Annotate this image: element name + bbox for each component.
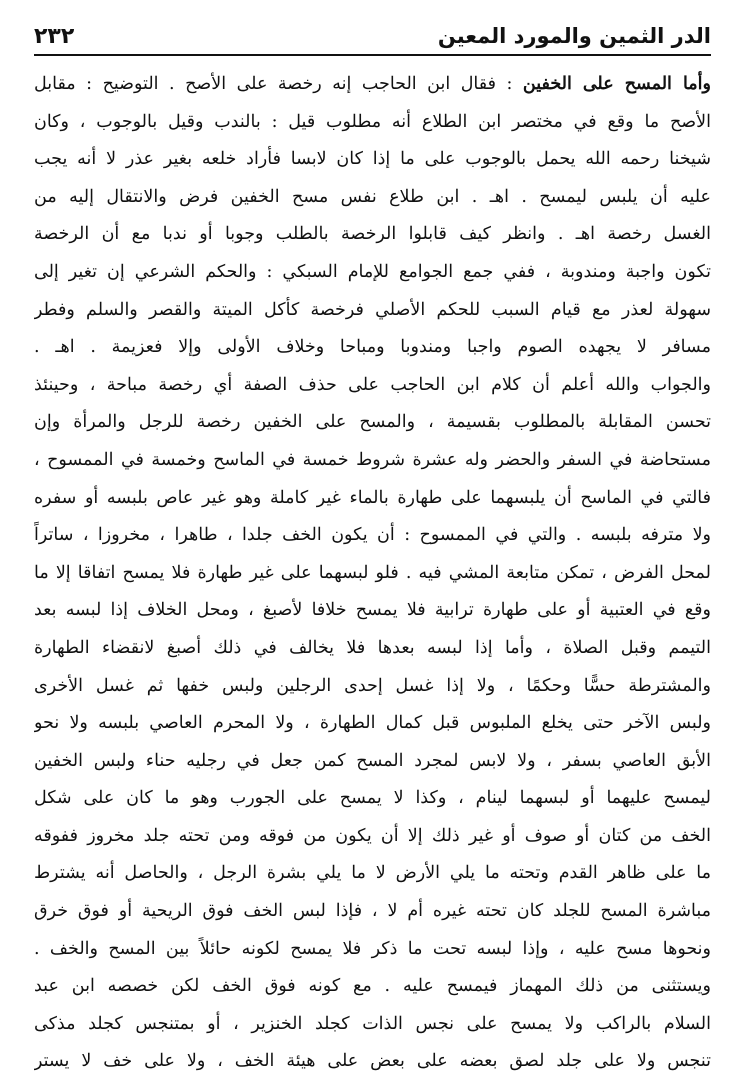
text-line <box>34 254 711 292</box>
text-line <box>34 668 711 706</box>
line-text: ما على ظاهر القدم وتحته ما يلي الأرض لا ما يلي بشرة الرجل ، والحاصل أنه يشترط <box>34 863 711 884</box>
line-text: ونحوها مسح عليه ، وإذا لبسه تحت ما ذكر فلا يمسح لكونه حائلاً بين المسح والخف . <box>34 938 711 959</box>
line-text: مستحاضة في السفر والحضر وله عشرة شروط خمسة في الماسح وخمسة في الممسوح ، <box>34 449 711 470</box>
line-text: تنجس ولا على جلد لصق بعضه على بعض على هيئة الخف ، ولا على خف لا يستر <box>34 1051 711 1072</box>
line-text: الأبق العاصي بسفر ، ولا لابس لمجرد المسح كمن جعل في رجليه حناء ولبس الخفين <box>34 750 711 771</box>
line-text: السلام بالراكب ولا يمسح على نجس الذات كجلد الخنزير ، أو بمتنجس كجلد مذكى <box>34 1013 711 1034</box>
line-text: : فقال ابن الحاجب إنه رخصة على الأصح . التوضيح : مقابل <box>34 74 513 94</box>
line-text: مباشرة المسح للجلد كان تحته غيره أم لا ، فإذا لبس الخف فوق الريحية أو فوق خرق <box>34 901 711 922</box>
running-title: الدر الثمين والمورد المعين <box>437 24 711 48</box>
text-line <box>34 442 711 480</box>
line-text: ويستثنى من ذلك المهماز فيمسح عليه . مع كونه فوق الخف لكن خصصه ابن عبد <box>34 976 711 997</box>
page-number: ٢٣٢ <box>34 23 75 49</box>
text-line <box>34 179 711 217</box>
page-header <box>34 18 711 56</box>
section-lead-heading: وأما المسح على الخفين <box>522 74 711 94</box>
text-line <box>34 517 711 555</box>
text-line <box>34 404 711 442</box>
text-line <box>34 855 711 893</box>
text-line <box>34 216 711 254</box>
line-text: فالتي في الماسح أن يلبسهما على طهارة بالماء غير كاملة وهو غير عاص بلبسه أو سفره <box>34 487 711 508</box>
text-line <box>34 141 711 179</box>
text-line <box>34 1043 711 1081</box>
text-line <box>34 705 711 743</box>
text-line <box>34 480 711 518</box>
line-text: الأصح ما وقع في مختصر ابن الطلاع أنه مطلوب قيل : بالندب وقيل بالوجوب ، وكان <box>34 111 711 132</box>
line-text: ليمسح عليهما أو لبسهما لينام ، وكذا لا يمسح على الجورب وهو ما كان على شكل <box>34 788 711 809</box>
text-line <box>34 931 711 969</box>
line-text: والجواب والله أعلم أن كلام ابن الحاجب على حذف الصفة أي رخصة مباحة ، وحينئذ <box>34 374 711 395</box>
line-text: تحسن المقابلة بالمطلوب بقسيمة ، والمسح على الخفين رخصة للرجل والمرأة وإن <box>34 412 711 433</box>
line-text: التيمم وقبل الصلاة ، وأما إذا لبسه بعدها فلا يخالف في ذلك أصبغ لانقضاء الطهارة <box>34 637 711 658</box>
text-line <box>34 630 711 668</box>
line-text: وقع في العتبية أو على طهارة ترابية فلا يمسح خلافا لأصبغ ، ومحل الخلاف إذا لبسه بعد <box>34 600 711 621</box>
text-line <box>34 1006 711 1044</box>
line-text: الخف من كتان أو صوف أو غير ذلك إلا أن يكون من فوقه ومن تحته جلد مخروز ففوقه <box>34 825 711 846</box>
text-line <box>34 592 711 630</box>
line-text: الغسل رخصة اهـ . وانظر كيف قابلوا الرخصة بالطلب وجوبا أو ندبا مع أن الرخصة <box>34 224 711 245</box>
line-text: سهولة لعذر مع قيام السبب للحكم الأصلي فرخصة كأكل الميتة والقصر والسلم وفطر <box>34 299 711 320</box>
line-text: تكون واجبة ومندوبة ، ففي جمع الجوامع للإمام السبكي : والحكم الشرعي إن تغير إلى <box>34 261 711 282</box>
text-line <box>34 743 711 781</box>
line-text: والمشترطة حسًّا وحكمًا ، ولا إذا غسل إحدى الرجلين ولبس خفها ثم غسل الأخرى <box>34 675 711 696</box>
text-line <box>34 329 711 367</box>
text-line <box>34 780 711 818</box>
text-line <box>34 893 711 931</box>
line-text: مسافر لا يجهده الصوم واجبا ومندوبا ومباحا وخلاف الأولى وإلا فعزيمة . اهـ . <box>34 337 711 358</box>
line-text: لمحل الفرض ، تمكن متابعة المشي فيه . فلو لبسهما على غير طهارة فلا يمسح اتفاقا إلا ما <box>34 562 711 583</box>
text-line <box>34 66 711 104</box>
line-text: عليه أن يلبس ليمسح . اهـ . ابن طلاع نفس مسح الخفين فرض والانتقال إليه من <box>34 186 711 207</box>
body-text <box>34 66 711 1081</box>
text-line <box>34 367 711 405</box>
text-line <box>34 104 711 142</box>
line-text: ولا مترفه بلبسه . والتي في الممسوح : أن يكون الخف جلدا ، طاهرا ، مخروزا ، ساتراً <box>34 525 711 546</box>
line-text: شيخنا رحمه الله يحمل بالوجوب على ما إذا كان لابسا فأراد خلعه بغير عذر لا أنه يجب <box>34 149 711 170</box>
text-line <box>34 292 711 330</box>
text-line <box>34 555 711 593</box>
text-line <box>34 968 711 1006</box>
line-text: ولبس الآخر حتى يخلع الملبوس قبل كمال الطهارة ، ولا المحرم العاصي بلبسه ولا نحو <box>34 713 711 734</box>
text-line <box>34 818 711 856</box>
